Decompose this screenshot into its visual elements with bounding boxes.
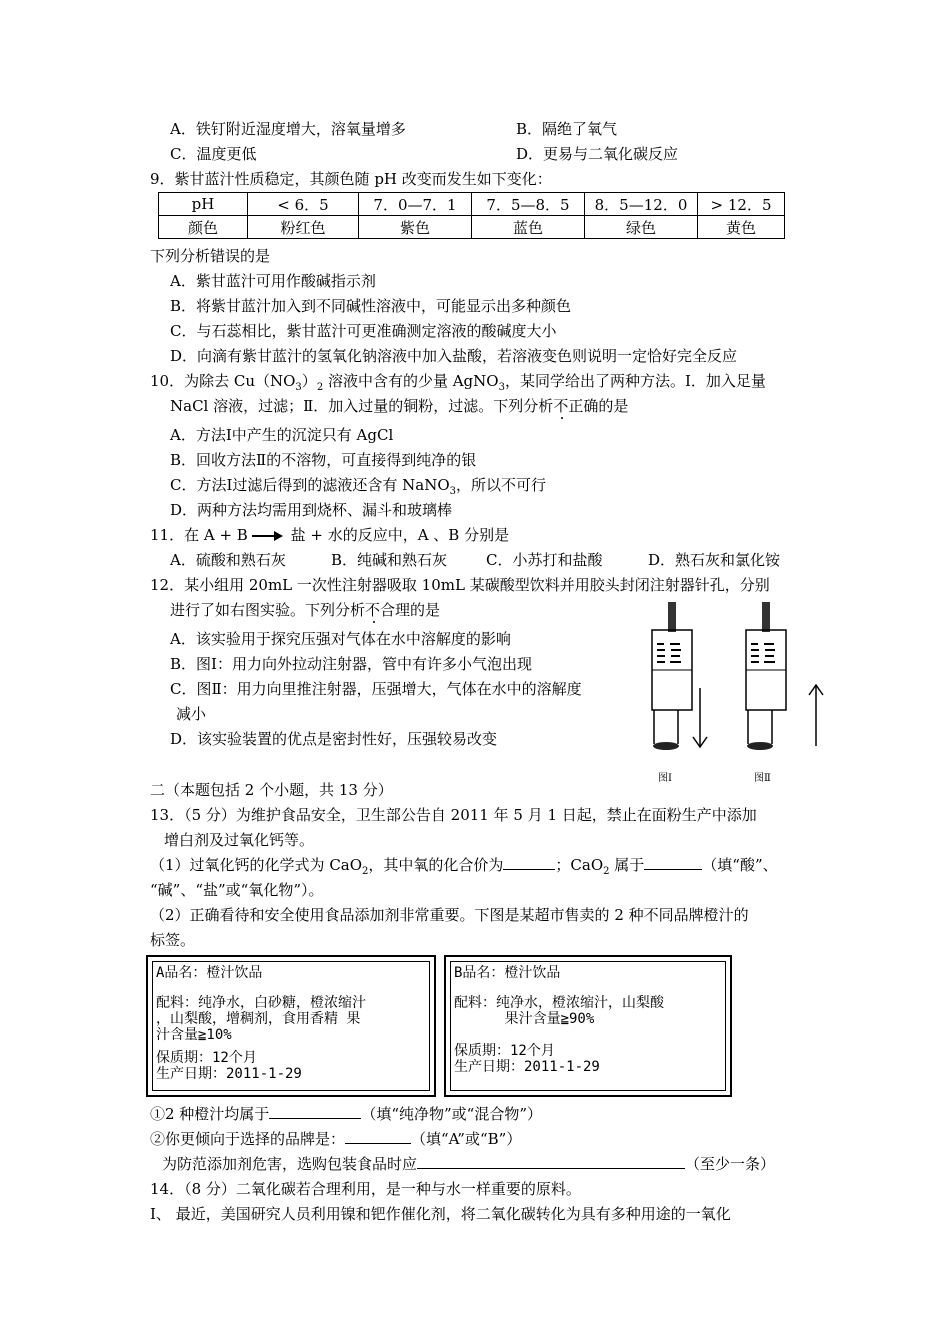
q12-option-c: C．图Ⅱ：用力向里推注射器，压强增大，气体在水中的溶解度: [170, 680, 582, 698]
label-b-shelf-life: 保质期：12个月: [454, 1043, 555, 1059]
q13-part2-line2: 标签。: [150, 931, 196, 949]
syringe-figure: [640, 600, 830, 760]
juice-label-b: [444, 955, 732, 1097]
table-cell: 黄色: [698, 216, 785, 239]
q11-option-b: B．纯碱和熟石灰: [331, 551, 448, 569]
table-cell: 8．5—12．0: [585, 193, 698, 216]
q12-option-a: A．该实验用于探究压强对气体在水中溶解度的影响: [170, 630, 511, 648]
q8-option-c: C．温度更低: [170, 145, 257, 163]
table-cell: 蓝色: [472, 216, 585, 239]
q11-option-c: C．小苏打和盐酸: [486, 551, 603, 569]
label-b-ingredients-2: 果汁含量≧90%: [454, 1011, 595, 1027]
label-a-ingredients-3: 汁含量≧10%: [156, 1027, 232, 1043]
q8-option-d: D．更易与二氧化碳反应: [516, 145, 679, 163]
q12-stem-line2: 进行了如右图实验。下列分析不合理的是: [170, 601, 441, 619]
table-cell: 7．5—8．5: [472, 193, 585, 216]
section-heading: 二（本题包括 2 个小题，共 13 分）: [150, 781, 393, 799]
q10-option-b: B．回收方法Ⅱ的不溶物，可直接得到纯净的银: [170, 451, 477, 469]
q13-stem: 13．（5 分）为维护食品安全，卫生部公告自 2011 年 5 月 1 日起，禁止在面粉生产中添加: [150, 806, 757, 824]
q12-option-b: B．图Ⅰ：用力向外拉动注射器，管中有许多小气泡出现: [170, 655, 532, 673]
table-cell: 颜色: [159, 216, 248, 239]
label-a-name: A品名：橙汁饮品: [156, 965, 263, 981]
label-b-date: 生产日期：2011-1-29: [454, 1059, 600, 1075]
table-cell: < 6．5: [248, 193, 359, 216]
q14-part1: Ⅰ、 最近，美国研究人员利用镍和钯作催化剂，将二氧化碳转化为具有多种用途的一氧化: [150, 1205, 731, 1223]
q13-stem-line2: 增白剂及过氧化钙等。: [164, 831, 315, 849]
figure-caption-2: 图Ⅱ: [754, 773, 771, 784]
syringe-2: [746, 602, 786, 750]
q9-option-a: A．紫甘蓝汁可用作酸碱指示剂: [170, 272, 376, 290]
table-row: [159, 193, 785, 216]
reaction-arrow-icon: [250, 530, 284, 542]
figure-caption-1: 图Ⅰ: [658, 773, 672, 784]
q12-option-d: D．该实验装置的优点是密封性好，压强较易改变: [170, 730, 498, 748]
arrow-up-icon: [809, 685, 823, 746]
q13-part1-line2: “碱”、“盐”或“氧化物”）。: [150, 881, 324, 899]
q13-question-3: 为防范添加剂危害，选购包装食品时应 （至少一条）: [162, 1155, 776, 1173]
label-a-ingredients-2: ，山梨酸，增稠剂，食用香精 果: [156, 1011, 361, 1027]
q10-stem: 10．为除去 $Cu(NO_3)_2$ 溶液中含有的少量 AgNO$_3$，某同学给出了两种方法。Ⅰ．加入足量: [150, 372, 766, 393]
emphasis-dot: 不: [365, 601, 381, 619]
q10-option-a: A．方法Ⅰ中产生的沉淀只有 AgCl: [170, 426, 394, 444]
q13-part2: （2）正确看待和安全使用食品添加剂非常重要。下图是某超市售卖的 2 种不同品牌橙汁的: [150, 906, 749, 924]
q8-option-a: A．铁钉附近湿度增大，溶氧量增多: [170, 120, 406, 138]
q13-question-2: ②你更倾向于选择的品牌是： （填“A”或“B”）: [150, 1130, 522, 1148]
syringe-1: [652, 602, 692, 750]
q8-option-b: B．隔绝了氧气: [516, 120, 618, 138]
label-b-ingredients-1: 配料：纯净水，橙浓缩汁，山梨酸: [454, 995, 664, 1011]
q11-stem: 11．在 A + B 盐 + 水的反应中，A 、B 分别是: [150, 526, 510, 544]
table-cell: 紫色: [359, 216, 472, 239]
label-a-date: 生产日期：2011-1-29: [156, 1066, 302, 1082]
q9-stem: 9．紫甘蓝汁性质稳定，其颜色随 pH 改变而发生如下变化：: [150, 170, 552, 188]
q9-prompt: 下列分析错误的是: [150, 247, 271, 265]
ph-color-table: [158, 192, 785, 239]
q9-option-d: D．向滴有紫甘蓝汁的氢氧化钠溶液中加入盐酸，若溶液变色则说明一定恰好完全反应: [170, 347, 738, 365]
table-cell: > 12．5: [698, 193, 785, 216]
answer-blank[interactable]: [644, 869, 702, 870]
table-row: [159, 216, 785, 239]
q12-option-c-cont: 减小: [176, 705, 207, 723]
q14-stem: 14．（8 分）二氧化碳若合理利用，是一种与水一样重要的原料。: [150, 1180, 581, 1198]
q12-stem: 12．某小组用 20mL 一次性注射器吸取 10mL 某碳酸型饮料并用胶头封闭注射器针孔，分别: [150, 576, 770, 594]
q11-option-a: A．硫酸和熟石灰: [170, 551, 286, 569]
answer-blank[interactable]: [503, 869, 555, 870]
q13-part1: （1）过氧化钙的化学式为 CaO$_2$，其中氧的化合价为 ；CaO$_2$ 属于 （填“酸”、: [150, 856, 778, 877]
answer-blank[interactable]: [417, 1168, 685, 1169]
q9-option-b: B．将紫甘蓝汁加入到不同碱性溶液中，可能显示出多种颜色: [170, 297, 572, 315]
answer-blank[interactable]: [345, 1143, 411, 1144]
label-b-name: B品名：橙汁饮品: [454, 965, 561, 981]
q11-option-d: D．熟石灰和氯化铵: [648, 551, 781, 569]
q9-option-c: C．与石蕊相比，紫甘蓝汁可更准确测定溶液的酸碱度大小: [170, 322, 557, 340]
q10-option-d: D．两种方法均需用到烧杯、漏斗和玻璃棒: [170, 501, 453, 519]
table-cell: 绿色: [585, 216, 698, 239]
arrow-down-icon: [693, 688, 707, 747]
answer-blank[interactable]: [269, 1118, 361, 1119]
table-cell: 7．0—7．1: [359, 193, 472, 216]
label-a-shelf-life: 保质期：12个月: [156, 1050, 257, 1066]
q10-stem-line2: NaCl 溶液，过滤；Ⅱ．加入过量的铜粉，过滤。下列分析不正确的是: [170, 397, 629, 415]
table-cell: 粉红色: [248, 216, 359, 239]
juice-label-a: [146, 955, 436, 1097]
label-a-ingredients-1: 配料：纯净水，白砂糖，橙浓缩汁: [156, 995, 366, 1011]
table-cell: pH: [159, 193, 248, 216]
emphasis-dot: 不: [553, 397, 569, 415]
q10-option-c: C．方法Ⅰ过滤后得到的滤液还含有 NaNO$_3$，所以不可行: [170, 476, 547, 497]
q13-question-1: ①2 种橙汁均属于 （填“纯净物”或“混合物”）: [150, 1105, 542, 1123]
